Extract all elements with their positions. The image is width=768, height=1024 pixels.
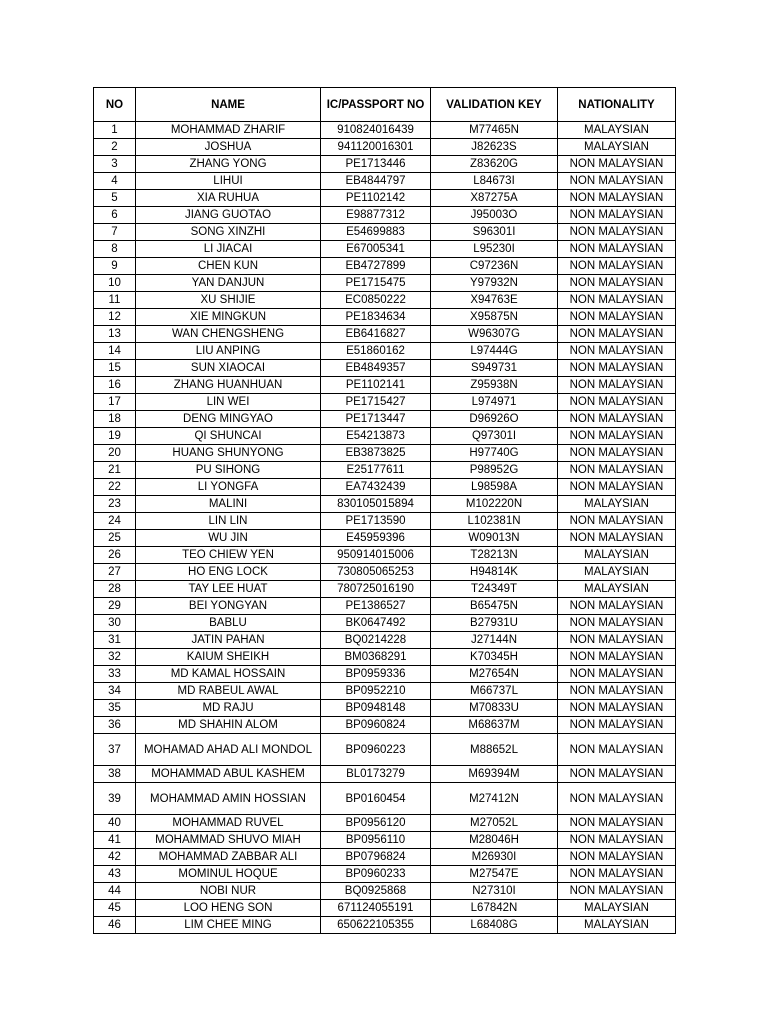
nationality-cell: MALAYSIAN [558, 496, 676, 513]
ic-passport-cell: E98877312 [321, 207, 431, 224]
nationality-cell: MALAYSIAN [558, 139, 676, 156]
table-row [94, 547, 676, 564]
name-cell: BEI YONGYAN [136, 598, 321, 615]
validation-key-cell: K70345H [431, 649, 558, 666]
name-cell: TEO CHIEW YEN [136, 547, 321, 564]
header-no: NO [94, 88, 136, 122]
ic-passport-cell: 730805065253 [321, 564, 431, 581]
nationality-cell: NON MALAYSIAN [558, 815, 676, 832]
nationality-cell: NON MALAYSIAN [558, 377, 676, 394]
table-row [94, 683, 676, 700]
name-cell: MALINI [136, 496, 321, 513]
validation-key-cell: L98598A [431, 479, 558, 496]
ic-passport-cell: 650622105355 [321, 917, 431, 934]
row-number-cell: 39 [94, 783, 136, 815]
table-row [94, 883, 676, 900]
name-cell: LIM CHEE MING [136, 917, 321, 934]
validation-key-cell: Q97301I [431, 428, 558, 445]
validation-key-cell: Y97932N [431, 275, 558, 292]
row-number-cell: 2 [94, 139, 136, 156]
nationality-cell: NON MALAYSIAN [558, 632, 676, 649]
nationality-cell: NON MALAYSIAN [558, 849, 676, 866]
validation-key-cell: L84673I [431, 173, 558, 190]
validation-key-cell: M66737L [431, 683, 558, 700]
row-number-cell: 41 [94, 832, 136, 849]
ic-passport-cell: EB4844797 [321, 173, 431, 190]
validation-key-cell: L97444G [431, 343, 558, 360]
nationality-cell: MALAYSIAN [558, 581, 676, 598]
nationality-cell: MALAYSIAN [558, 547, 676, 564]
nationality-cell: NON MALAYSIAN [558, 326, 676, 343]
table-row [94, 326, 676, 343]
nationality-cell: NON MALAYSIAN [558, 190, 676, 207]
nationality-cell: NON MALAYSIAN [558, 666, 676, 683]
row-number-cell: 42 [94, 849, 136, 866]
row-number-cell: 15 [94, 360, 136, 377]
table-row [94, 513, 676, 530]
ic-passport-cell: PE1834634 [321, 309, 431, 326]
table-row [94, 445, 676, 462]
table-row [94, 832, 676, 849]
table-row [94, 700, 676, 717]
row-number-cell: 25 [94, 530, 136, 547]
header-nationality: NATIONALITY [558, 88, 676, 122]
table-row [94, 917, 676, 934]
row-number-cell: 32 [94, 649, 136, 666]
validation-key-cell: M27052L [431, 815, 558, 832]
name-cell: LI YONGFA [136, 479, 321, 496]
validation-key-cell: M27412N [431, 783, 558, 815]
validation-key-cell: W96307G [431, 326, 558, 343]
validation-key-cell: L68408G [431, 917, 558, 934]
table-row [94, 343, 676, 360]
row-number-cell: 22 [94, 479, 136, 496]
ic-passport-cell: EC0850222 [321, 292, 431, 309]
row-number-cell: 36 [94, 717, 136, 734]
row-number-cell: 11 [94, 292, 136, 309]
nationality-cell: NON MALAYSIAN [558, 173, 676, 190]
nationality-cell: MALAYSIAN [558, 900, 676, 917]
row-number-cell: 4 [94, 173, 136, 190]
validation-key-cell: J82623S [431, 139, 558, 156]
table-row [94, 564, 676, 581]
name-cell: XIE MINGKUN [136, 309, 321, 326]
ic-passport-cell: PE1715427 [321, 394, 431, 411]
validation-key-cell: M70833U [431, 700, 558, 717]
table-body [94, 122, 676, 934]
nationality-cell: NON MALAYSIAN [558, 717, 676, 734]
ic-passport-cell: BP0952210 [321, 683, 431, 700]
row-number-cell: 19 [94, 428, 136, 445]
row-number-cell: 26 [94, 547, 136, 564]
nationality-cell: NON MALAYSIAN [558, 411, 676, 428]
table-row [94, 734, 676, 766]
name-cell: SONG XINZHI [136, 224, 321, 241]
validation-key-cell: L95230I [431, 241, 558, 258]
name-cell: MD SHAHIN ALOM [136, 717, 321, 734]
row-number-cell: 9 [94, 258, 136, 275]
validation-key-cell: M28046H [431, 832, 558, 849]
nationality-cell: NON MALAYSIAN [558, 224, 676, 241]
validation-key-cell: L102381N [431, 513, 558, 530]
name-cell: TAY LEE HUAT [136, 581, 321, 598]
table-row [94, 241, 676, 258]
ic-passport-cell: E54699883 [321, 224, 431, 241]
validation-key-cell: N27310I [431, 883, 558, 900]
ic-passport-cell: BM0368291 [321, 649, 431, 666]
ic-passport-cell: BP0160454 [321, 783, 431, 815]
table-row [94, 156, 676, 173]
nationality-cell: NON MALAYSIAN [558, 258, 676, 275]
ic-passport-cell: E67005341 [321, 241, 431, 258]
table-row [94, 292, 676, 309]
validation-key-cell: X94763E [431, 292, 558, 309]
validation-key-cell: T28213N [431, 547, 558, 564]
ic-passport-cell: EB3873825 [321, 445, 431, 462]
nationality-cell: MALAYSIAN [558, 917, 676, 934]
name-cell: LIU ANPING [136, 343, 321, 360]
table-row [94, 717, 676, 734]
validation-key-cell: C97236N [431, 258, 558, 275]
table-row [94, 815, 676, 832]
table-row [94, 173, 676, 190]
validation-key-cell: X95875N [431, 309, 558, 326]
table-row [94, 190, 676, 207]
name-cell: MOHAMMAD ZABBAR ALI [136, 849, 321, 866]
ic-passport-cell: BP0956110 [321, 832, 431, 849]
nationality-cell: NON MALAYSIAN [558, 309, 676, 326]
validation-key-cell: M27654N [431, 666, 558, 683]
name-cell: DENG MINGYAO [136, 411, 321, 428]
row-number-cell: 21 [94, 462, 136, 479]
table-row [94, 783, 676, 815]
nationality-cell: NON MALAYSIAN [558, 883, 676, 900]
table-row [94, 139, 676, 156]
row-number-cell: 8 [94, 241, 136, 258]
row-number-cell: 38 [94, 766, 136, 783]
validation-key-cell: S96301I [431, 224, 558, 241]
ic-passport-cell: PE1102142 [321, 190, 431, 207]
nationality-cell: NON MALAYSIAN [558, 832, 676, 849]
ic-passport-cell: BP0959336 [321, 666, 431, 683]
name-cell: ZHANG HUANHUAN [136, 377, 321, 394]
table-row [94, 360, 676, 377]
validation-key-cell: B27931U [431, 615, 558, 632]
ic-passport-cell: BP0796824 [321, 849, 431, 866]
nationality-cell: NON MALAYSIAN [558, 445, 676, 462]
nationality-cell: NON MALAYSIAN [558, 866, 676, 883]
ic-passport-cell: EB4849357 [321, 360, 431, 377]
header-row [94, 88, 676, 122]
table-row [94, 615, 676, 632]
name-cell: CHEN KUN [136, 258, 321, 275]
table-row [94, 632, 676, 649]
table-row [94, 598, 676, 615]
name-cell: XU SHIJIE [136, 292, 321, 309]
name-cell: LOO HENG SON [136, 900, 321, 917]
table-row [94, 530, 676, 547]
ic-passport-cell: BQ0925868 [321, 883, 431, 900]
nationality-cell: NON MALAYSIAN [558, 598, 676, 615]
row-number-cell: 18 [94, 411, 136, 428]
row-number-cell: 33 [94, 666, 136, 683]
nationality-cell: NON MALAYSIAN [558, 462, 676, 479]
nationality-cell: MALAYSIAN [558, 564, 676, 581]
row-number-cell: 17 [94, 394, 136, 411]
row-number-cell: 12 [94, 309, 136, 326]
nationality-cell: MALAYSIAN [558, 122, 676, 139]
table-row [94, 462, 676, 479]
validation-key-cell: H94814K [431, 564, 558, 581]
name-cell: LI JIACAI [136, 241, 321, 258]
row-number-cell: 30 [94, 615, 136, 632]
nationality-cell: NON MALAYSIAN [558, 734, 676, 766]
nationality-cell: NON MALAYSIAN [558, 783, 676, 815]
nationality-cell: NON MALAYSIAN [558, 292, 676, 309]
table-row [94, 394, 676, 411]
row-number-cell: 1 [94, 122, 136, 139]
table-row [94, 207, 676, 224]
nationality-cell: NON MALAYSIAN [558, 241, 676, 258]
table-row [94, 309, 676, 326]
validation-key-cell: T24349T [431, 581, 558, 598]
name-cell: KAIUM SHEIKH [136, 649, 321, 666]
ic-passport-cell: 941120016301 [321, 139, 431, 156]
row-number-cell: 43 [94, 866, 136, 883]
ic-passport-cell: E45959396 [321, 530, 431, 547]
nationality-cell: NON MALAYSIAN [558, 156, 676, 173]
ic-passport-cell: PE1713590 [321, 513, 431, 530]
ic-passport-cell: PE1715475 [321, 275, 431, 292]
row-number-cell: 23 [94, 496, 136, 513]
name-cell: YAN DANJUN [136, 275, 321, 292]
nationality-cell: NON MALAYSIAN [558, 683, 676, 700]
table-row [94, 411, 676, 428]
row-number-cell: 31 [94, 632, 136, 649]
row-number-cell: 29 [94, 598, 136, 615]
name-cell: MD KAMAL HOSSAIN [136, 666, 321, 683]
name-cell: LIHUI [136, 173, 321, 190]
ic-passport-cell: PE1713446 [321, 156, 431, 173]
ic-passport-cell: 910824016439 [321, 122, 431, 139]
ic-passport-cell: E54213873 [321, 428, 431, 445]
nationality-cell: NON MALAYSIAN [558, 513, 676, 530]
ic-passport-cell: EB4727899 [321, 258, 431, 275]
row-number-cell: 5 [94, 190, 136, 207]
name-cell: MOHAMMAD AMIN HOSSIAN [136, 783, 321, 815]
ic-passport-cell: 671124055191 [321, 900, 431, 917]
table-row [94, 479, 676, 496]
header-ic-passport: IC/PASSPORT NO [321, 88, 431, 122]
row-number-cell: 16 [94, 377, 136, 394]
ic-passport-cell: BP0960824 [321, 717, 431, 734]
row-number-cell: 14 [94, 343, 136, 360]
name-cell: MOMINUL HOQUE [136, 866, 321, 883]
nationality-cell: NON MALAYSIAN [558, 428, 676, 445]
table-row [94, 900, 676, 917]
row-number-cell: 13 [94, 326, 136, 343]
name-cell: MOHAMMAD ZHARIF [136, 122, 321, 139]
validation-key-cell: M27547E [431, 866, 558, 883]
nationality-cell: NON MALAYSIAN [558, 207, 676, 224]
name-cell: JIANG GUOTAO [136, 207, 321, 224]
name-cell: MD RABEUL AWAL [136, 683, 321, 700]
nationality-cell: NON MALAYSIAN [558, 649, 676, 666]
table-row [94, 377, 676, 394]
validation-key-cell: Z95938N [431, 377, 558, 394]
validation-key-cell: M77465N [431, 122, 558, 139]
name-cell: PU SIHONG [136, 462, 321, 479]
header-validation-key: VALIDATION KEY [431, 88, 558, 122]
nationality-cell: NON MALAYSIAN [558, 394, 676, 411]
name-cell: LIN WEI [136, 394, 321, 411]
table-row [94, 496, 676, 513]
table-row [94, 258, 676, 275]
row-number-cell: 44 [94, 883, 136, 900]
row-number-cell: 46 [94, 917, 136, 934]
nationality-cell: NON MALAYSIAN [558, 700, 676, 717]
table-row [94, 649, 676, 666]
validation-key-cell: M69394M [431, 766, 558, 783]
table-row [94, 122, 676, 139]
validation-key-cell: M68637M [431, 717, 558, 734]
validation-key-cell: L67842N [431, 900, 558, 917]
ic-passport-cell: 950914015006 [321, 547, 431, 564]
ic-passport-cell: BK0647492 [321, 615, 431, 632]
row-number-cell: 7 [94, 224, 136, 241]
nationality-cell: NON MALAYSIAN [558, 343, 676, 360]
table-row [94, 666, 676, 683]
validation-key-cell: D96926O [431, 411, 558, 428]
name-cell: WAN CHENGSHENG [136, 326, 321, 343]
row-number-cell: 20 [94, 445, 136, 462]
ic-passport-cell: EB6416827 [321, 326, 431, 343]
name-cell: XIA RUHUA [136, 190, 321, 207]
name-cell: NOBI NUR [136, 883, 321, 900]
validation-key-cell: W09013N [431, 530, 558, 547]
table-row [94, 581, 676, 598]
name-cell: SUN XIAOCAI [136, 360, 321, 377]
validation-key-cell: S949731 [431, 360, 558, 377]
nationality-cell: NON MALAYSIAN [558, 479, 676, 496]
name-cell: HUANG SHUNYONG [136, 445, 321, 462]
nationality-cell: NON MALAYSIAN [558, 766, 676, 783]
name-cell: MD RAJU [136, 700, 321, 717]
validation-key-cell: L974971 [431, 394, 558, 411]
table-row [94, 866, 676, 883]
ic-passport-cell: BP0956120 [321, 815, 431, 832]
ic-passport-cell: PE1386527 [321, 598, 431, 615]
ic-passport-cell: PE1102141 [321, 377, 431, 394]
row-number-cell: 24 [94, 513, 136, 530]
name-cell: QI SHUNCAI [136, 428, 321, 445]
row-number-cell: 45 [94, 900, 136, 917]
ic-passport-cell: EA7432439 [321, 479, 431, 496]
table-row [94, 766, 676, 783]
name-cell: MOHAMMAD ABUL KASHEM [136, 766, 321, 783]
validation-key-cell: J95003O [431, 207, 558, 224]
row-number-cell: 27 [94, 564, 136, 581]
nationality-cell: NON MALAYSIAN [558, 275, 676, 292]
name-cell: LIN LIN [136, 513, 321, 530]
name-cell: MOHAMMAD SHUVO MIAH [136, 832, 321, 849]
row-number-cell: 35 [94, 700, 136, 717]
ic-passport-cell: E51860162 [321, 343, 431, 360]
name-cell: JOSHUA [136, 139, 321, 156]
row-number-cell: 34 [94, 683, 136, 700]
ic-passport-cell: BP0960233 [321, 866, 431, 883]
validation-key-cell: H97740G [431, 445, 558, 462]
validation-key-cell: J27144N [431, 632, 558, 649]
table-row [94, 224, 676, 241]
name-cell: MOHAMAD AHAD ALI MONDOL [136, 734, 321, 766]
validation-key-cell: M26930I [431, 849, 558, 866]
name-cell: JATIN PAHAN [136, 632, 321, 649]
ic-passport-cell: 830105015894 [321, 496, 431, 513]
table-row [94, 428, 676, 445]
validation-key-cell: P98952G [431, 462, 558, 479]
ic-passport-cell: BP0948148 [321, 700, 431, 717]
table-header [94, 88, 676, 122]
ic-passport-cell: BQ0214228 [321, 632, 431, 649]
nationality-cell: NON MALAYSIAN [558, 530, 676, 547]
validation-key-cell: Z83620G [431, 156, 558, 173]
name-cell: ZHANG YONG [136, 156, 321, 173]
table-row [94, 275, 676, 292]
validation-key-cell: X87275A [431, 190, 558, 207]
validation-key-cell: B65475N [431, 598, 558, 615]
nationality-cell: NON MALAYSIAN [558, 615, 676, 632]
name-cell: BABLU [136, 615, 321, 632]
validation-key-table [93, 87, 676, 934]
ic-passport-cell: PE1713447 [321, 411, 431, 428]
row-number-cell: 40 [94, 815, 136, 832]
row-number-cell: 28 [94, 581, 136, 598]
name-cell: HO ENG LOCK [136, 564, 321, 581]
validation-key-cell: M88652L [431, 734, 558, 766]
name-cell: MOHAMMAD RUVEL [136, 815, 321, 832]
ic-passport-cell: BP0960223 [321, 734, 431, 766]
row-number-cell: 6 [94, 207, 136, 224]
nationality-cell: NON MALAYSIAN [558, 360, 676, 377]
ic-passport-cell: 780725016190 [321, 581, 431, 598]
row-number-cell: 3 [94, 156, 136, 173]
ic-passport-cell: BL0173279 [321, 766, 431, 783]
validation-key-cell: M102220N [431, 496, 558, 513]
row-number-cell: 37 [94, 734, 136, 766]
header-name: NAME [136, 88, 321, 122]
table-row [94, 849, 676, 866]
row-number-cell: 10 [94, 275, 136, 292]
name-cell: WU JIN [136, 530, 321, 547]
ic-passport-cell: E25177611 [321, 462, 431, 479]
